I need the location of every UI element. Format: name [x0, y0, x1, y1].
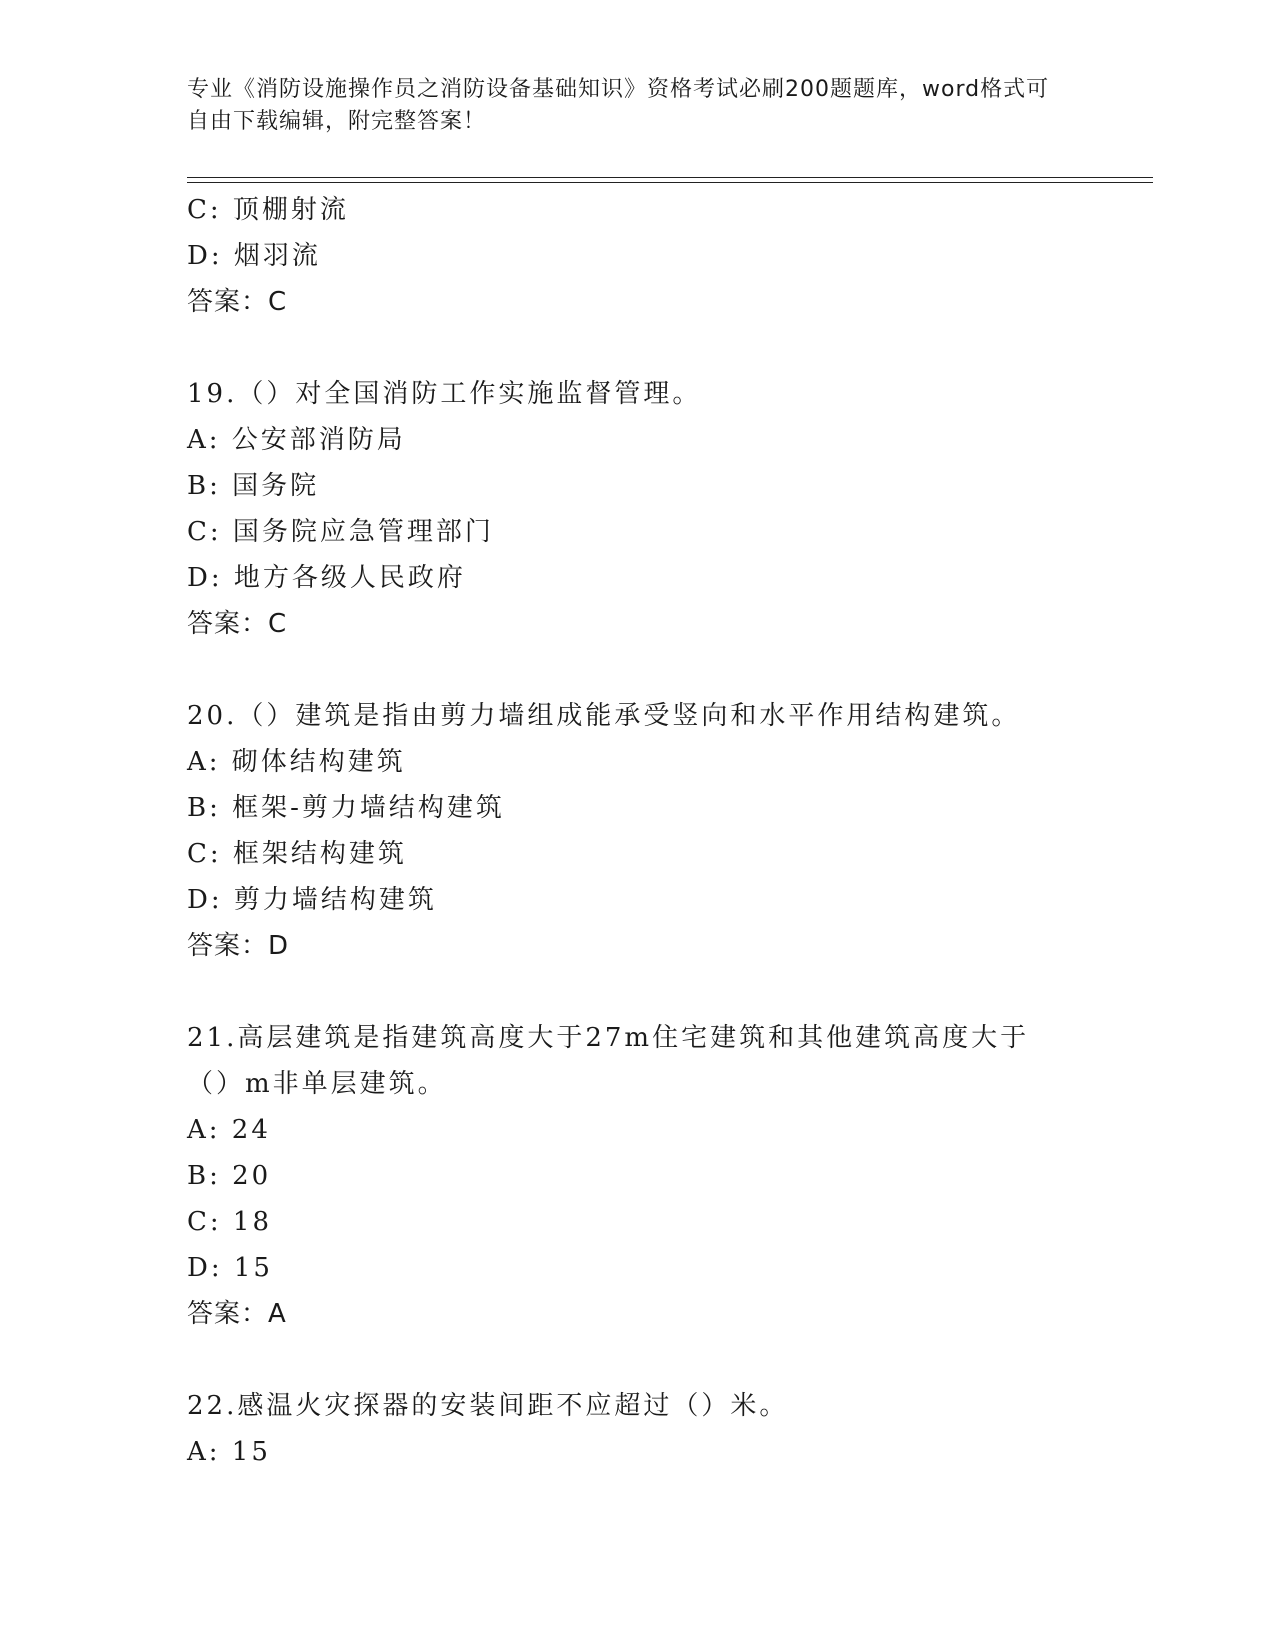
- question-20: [187, 693, 1087, 969]
- option-c: C: 顶棚射流: [187, 195, 349, 225]
- option-c: C: 框架结构建筑: [187, 839, 407, 869]
- question-stem: 20.（）建筑是指由剪力墙组成能承受竖向和水平作用结构建筑。: [187, 701, 1021, 731]
- answer-line: 答案：D: [187, 931, 290, 961]
- question-stem: 21.高层建筑是指建筑高度大于27m住宅建筑和其他建筑高度大于（）m非单层建筑。: [187, 1023, 1030, 1099]
- question-list: [187, 187, 1087, 1475]
- option-d: D: 剪力墙结构建筑: [187, 885, 437, 915]
- question-19: [187, 371, 1087, 647]
- answer-line: 答案：C: [187, 609, 288, 639]
- option-a: A: 砌体结构建筑: [187, 747, 406, 777]
- spacer: [187, 647, 1087, 693]
- document-header: 专业《消防设施操作员之消防设备基础知识》资格考试必刷200题题库，word格式可自由下载编辑，附完整答案！: [187, 77, 1050, 134]
- header-divider: [187, 177, 1153, 183]
- answer-line: 答案：A: [187, 1299, 287, 1329]
- option-b: B: 国务院: [187, 471, 320, 501]
- question-stem: 22.感温火灾探器的安装间距不应超过（）米。: [187, 1391, 789, 1421]
- question-22: [187, 1383, 1087, 1475]
- option-a: A: 24: [187, 1115, 271, 1145]
- option-c: C: 国务院应急管理部门: [187, 517, 494, 547]
- option-c: C: 18: [187, 1207, 273, 1237]
- option-d: D: 15: [187, 1253, 273, 1283]
- option-d: D: 烟羽流: [187, 241, 321, 271]
- question-21: [187, 1015, 1087, 1337]
- spacer: [187, 1337, 1087, 1383]
- option-a: A: 15: [187, 1437, 271, 1467]
- spacer: [187, 969, 1087, 1015]
- option-b: B: 框架-剪力墙结构建筑: [187, 793, 505, 823]
- option-a: A: 公安部消防局: [187, 425, 406, 455]
- option-d: D: 地方各级人民政府: [187, 563, 466, 593]
- question-18-partial: [187, 187, 1087, 325]
- question-stem: 19.（）对全国消防工作实施监督管理。: [187, 379, 702, 409]
- option-b: B: 20: [187, 1161, 272, 1191]
- answer-line: 答案：C: [187, 287, 288, 317]
- spacer: [187, 325, 1087, 371]
